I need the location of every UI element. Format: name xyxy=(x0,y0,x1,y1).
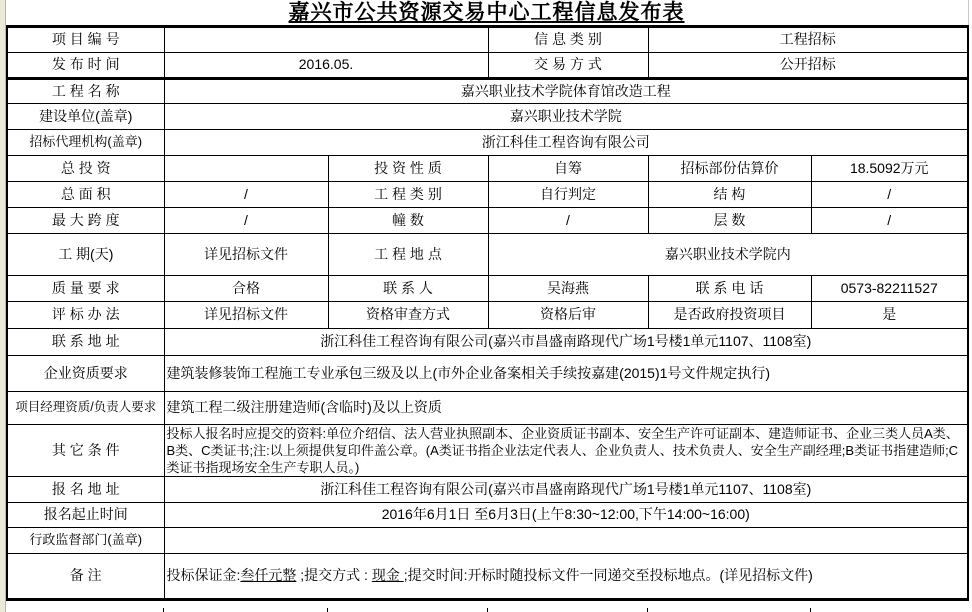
table-row xyxy=(7,528,968,554)
structure-value: / xyxy=(811,182,968,208)
bidding-agency-value: 浙江科佳工程咨询有限公司 xyxy=(164,130,968,156)
project-name-value: 嘉兴职业技术学院体育馆改造工程 xyxy=(164,79,968,104)
table-row xyxy=(7,208,968,234)
table-row xyxy=(7,234,968,276)
remark-text-middle: ;提交方式 : xyxy=(296,567,372,584)
table-row xyxy=(7,53,968,79)
investment-nature-value: 自筹 xyxy=(488,156,648,182)
table-row xyxy=(7,554,968,600)
building-count-label: 幢 数 xyxy=(328,208,488,234)
supervision-dept-value xyxy=(164,528,968,554)
structure-label: 结 构 xyxy=(648,182,811,208)
total-investment-label: 总 投 资 xyxy=(7,156,164,182)
gov-invested-value: 是 xyxy=(811,302,968,329)
contact-person-label: 联 系 人 xyxy=(328,276,488,302)
total-investment-value xyxy=(164,156,328,182)
project-name-label: 工 程 名 称 xyxy=(7,79,164,104)
manager-qualification-label: 项目经理资质/负责人要求 xyxy=(7,392,164,425)
remark-deposit-amount: 叁仟元整 xyxy=(240,567,297,584)
trade-mode-value: 公开招标 xyxy=(648,53,968,79)
other-conditions-value: 投标人报名时应提交的资料:单位介绍信、法人营业执照副本、企业资质证书副本、安全生产许可证副本、建造师证书、企业三类人员A类、B类、C类证书;注:以上须提供复印件盖公章。(A类证书指企业法定代表人、企业负责人、技术负责人、安全生产副经理;B类证书指建造师;C类证书指现场安全生产专职人员。) xyxy=(164,425,968,477)
floor-count-label: 层 数 xyxy=(648,208,811,234)
page-title: 嘉兴市公共资源交易中心工程信息发布表 xyxy=(288,1,685,24)
project-category-label: 工 程 类 别 xyxy=(328,182,488,208)
table-row xyxy=(7,182,968,208)
duration-value: 详见招标文件 xyxy=(164,234,328,276)
gov-invested-label: 是否政府投资项目 xyxy=(648,302,811,329)
registration-address-label: 报 名 地 址 xyxy=(7,477,164,503)
building-count-value: / xyxy=(488,208,648,234)
table-row xyxy=(7,392,968,425)
publish-time-label: 发 布 时 间 xyxy=(7,53,164,79)
project-category-value: 自行判定 xyxy=(488,182,648,208)
construction-unit-label: 建设单位(盖章) xyxy=(7,104,164,130)
publish-time-value: 2016.05. xyxy=(164,53,488,79)
construction-unit-value: 嘉兴职业技术学院 xyxy=(164,104,968,130)
total-area-label: 总 面 积 xyxy=(7,182,164,208)
table-row xyxy=(7,356,968,392)
registration-address-value: 浙江科佳工程咨询有限公司(嘉兴市昌盛南路现代广场1号楼1单元1107、1108室) xyxy=(164,477,968,503)
remark-text-suffix: ;提交时间:开标时随投标文件一同递交至投标地点。(详见招标文件) xyxy=(403,567,813,584)
max-span-label: 最 大 跨 度 xyxy=(7,208,164,234)
location-value: 嘉兴职业技术学院内 xyxy=(488,234,968,276)
evaluation-method-value: 详见招标文件 xyxy=(164,302,328,329)
quality-req-value: 合格 xyxy=(164,276,328,302)
registration-period-label: 报名起止时间 xyxy=(7,503,164,528)
quality-req-label: 质 量 要 求 xyxy=(7,276,164,302)
project-no-value xyxy=(164,27,488,53)
remark-value xyxy=(164,554,968,600)
table-row xyxy=(7,477,968,503)
project-no-label: 项 目 编 号 xyxy=(7,27,164,53)
enterprise-qualification-label: 企业资质要求 xyxy=(7,356,164,392)
remark-text-prefix: 投标保证金: xyxy=(166,567,241,584)
table-row xyxy=(7,104,968,130)
qualification-review-label: 资格审查方式 xyxy=(328,302,488,329)
next-row-border-stub xyxy=(647,608,648,612)
table-row xyxy=(7,79,968,104)
contact-phone-value: 0573-82211527 xyxy=(811,276,968,302)
table-row xyxy=(7,503,968,528)
duration-label: 工 期(天) xyxy=(7,234,164,276)
estimated-price-value: 18.5092万元 xyxy=(811,156,968,182)
max-span-value: / xyxy=(164,208,328,234)
next-row-border-stub xyxy=(327,608,328,612)
supervision-dept-label: 行政监督部门(盖章) xyxy=(7,528,164,554)
info-type-label: 信 息 类 别 xyxy=(488,27,648,53)
table-row xyxy=(7,302,968,329)
qualification-review-value: 资格后审 xyxy=(488,302,648,329)
table-row xyxy=(7,130,968,156)
contact-address-label: 联 系 地 址 xyxy=(7,329,164,356)
bidding-agency-label: 招标代理机构(盖章) xyxy=(7,130,164,156)
trade-mode-label: 交 易 方 式 xyxy=(488,53,648,79)
table-row xyxy=(7,276,968,302)
remark-label: 备 注 xyxy=(7,554,164,600)
investment-nature-label: 投 资 性 质 xyxy=(328,156,488,182)
other-conditions-label: 其 它 条 件 xyxy=(7,425,164,477)
contact-person-value: 吴海燕 xyxy=(488,276,648,302)
next-row-border-stub xyxy=(487,608,488,612)
next-row-border-stub xyxy=(810,608,811,612)
registration-period-value: 2016年6月1日 至6月3日(上午8:30~12:00,下午14:00~16:00) xyxy=(164,503,968,528)
contact-phone-label: 联 系 电 话 xyxy=(648,276,811,302)
manager-qualification-value: 建筑工程二级注册建造师(含临时)及以上资质 xyxy=(164,392,968,425)
floor-count-value: / xyxy=(811,208,968,234)
table-row xyxy=(7,156,968,182)
contact-address-value: 浙江科佳工程咨询有限公司(嘉兴市昌盛南路现代广场1号楼1单元1107、1108室) xyxy=(164,329,968,356)
enterprise-qualification-value: 建筑装修装饰工程施工专业承包三级及以上(市外企业备案相关手续按嘉建(2015)1号文件规定执行) xyxy=(164,356,968,392)
estimated-price-label: 招标部份估算价 xyxy=(648,156,811,182)
table-row xyxy=(7,27,968,53)
table-row xyxy=(7,425,968,477)
project-info-table xyxy=(6,25,969,601)
total-area-value: / xyxy=(164,182,328,208)
page-edge-line xyxy=(968,0,969,25)
info-type-value: 工程招标 xyxy=(648,27,968,53)
table-row xyxy=(7,329,968,356)
evaluation-method-label: 评 标 办 法 xyxy=(7,302,164,329)
remark-payment-method: 现金 xyxy=(371,567,404,584)
location-label: 工 程 地 点 xyxy=(328,234,488,276)
next-row-border-stub xyxy=(163,608,164,612)
